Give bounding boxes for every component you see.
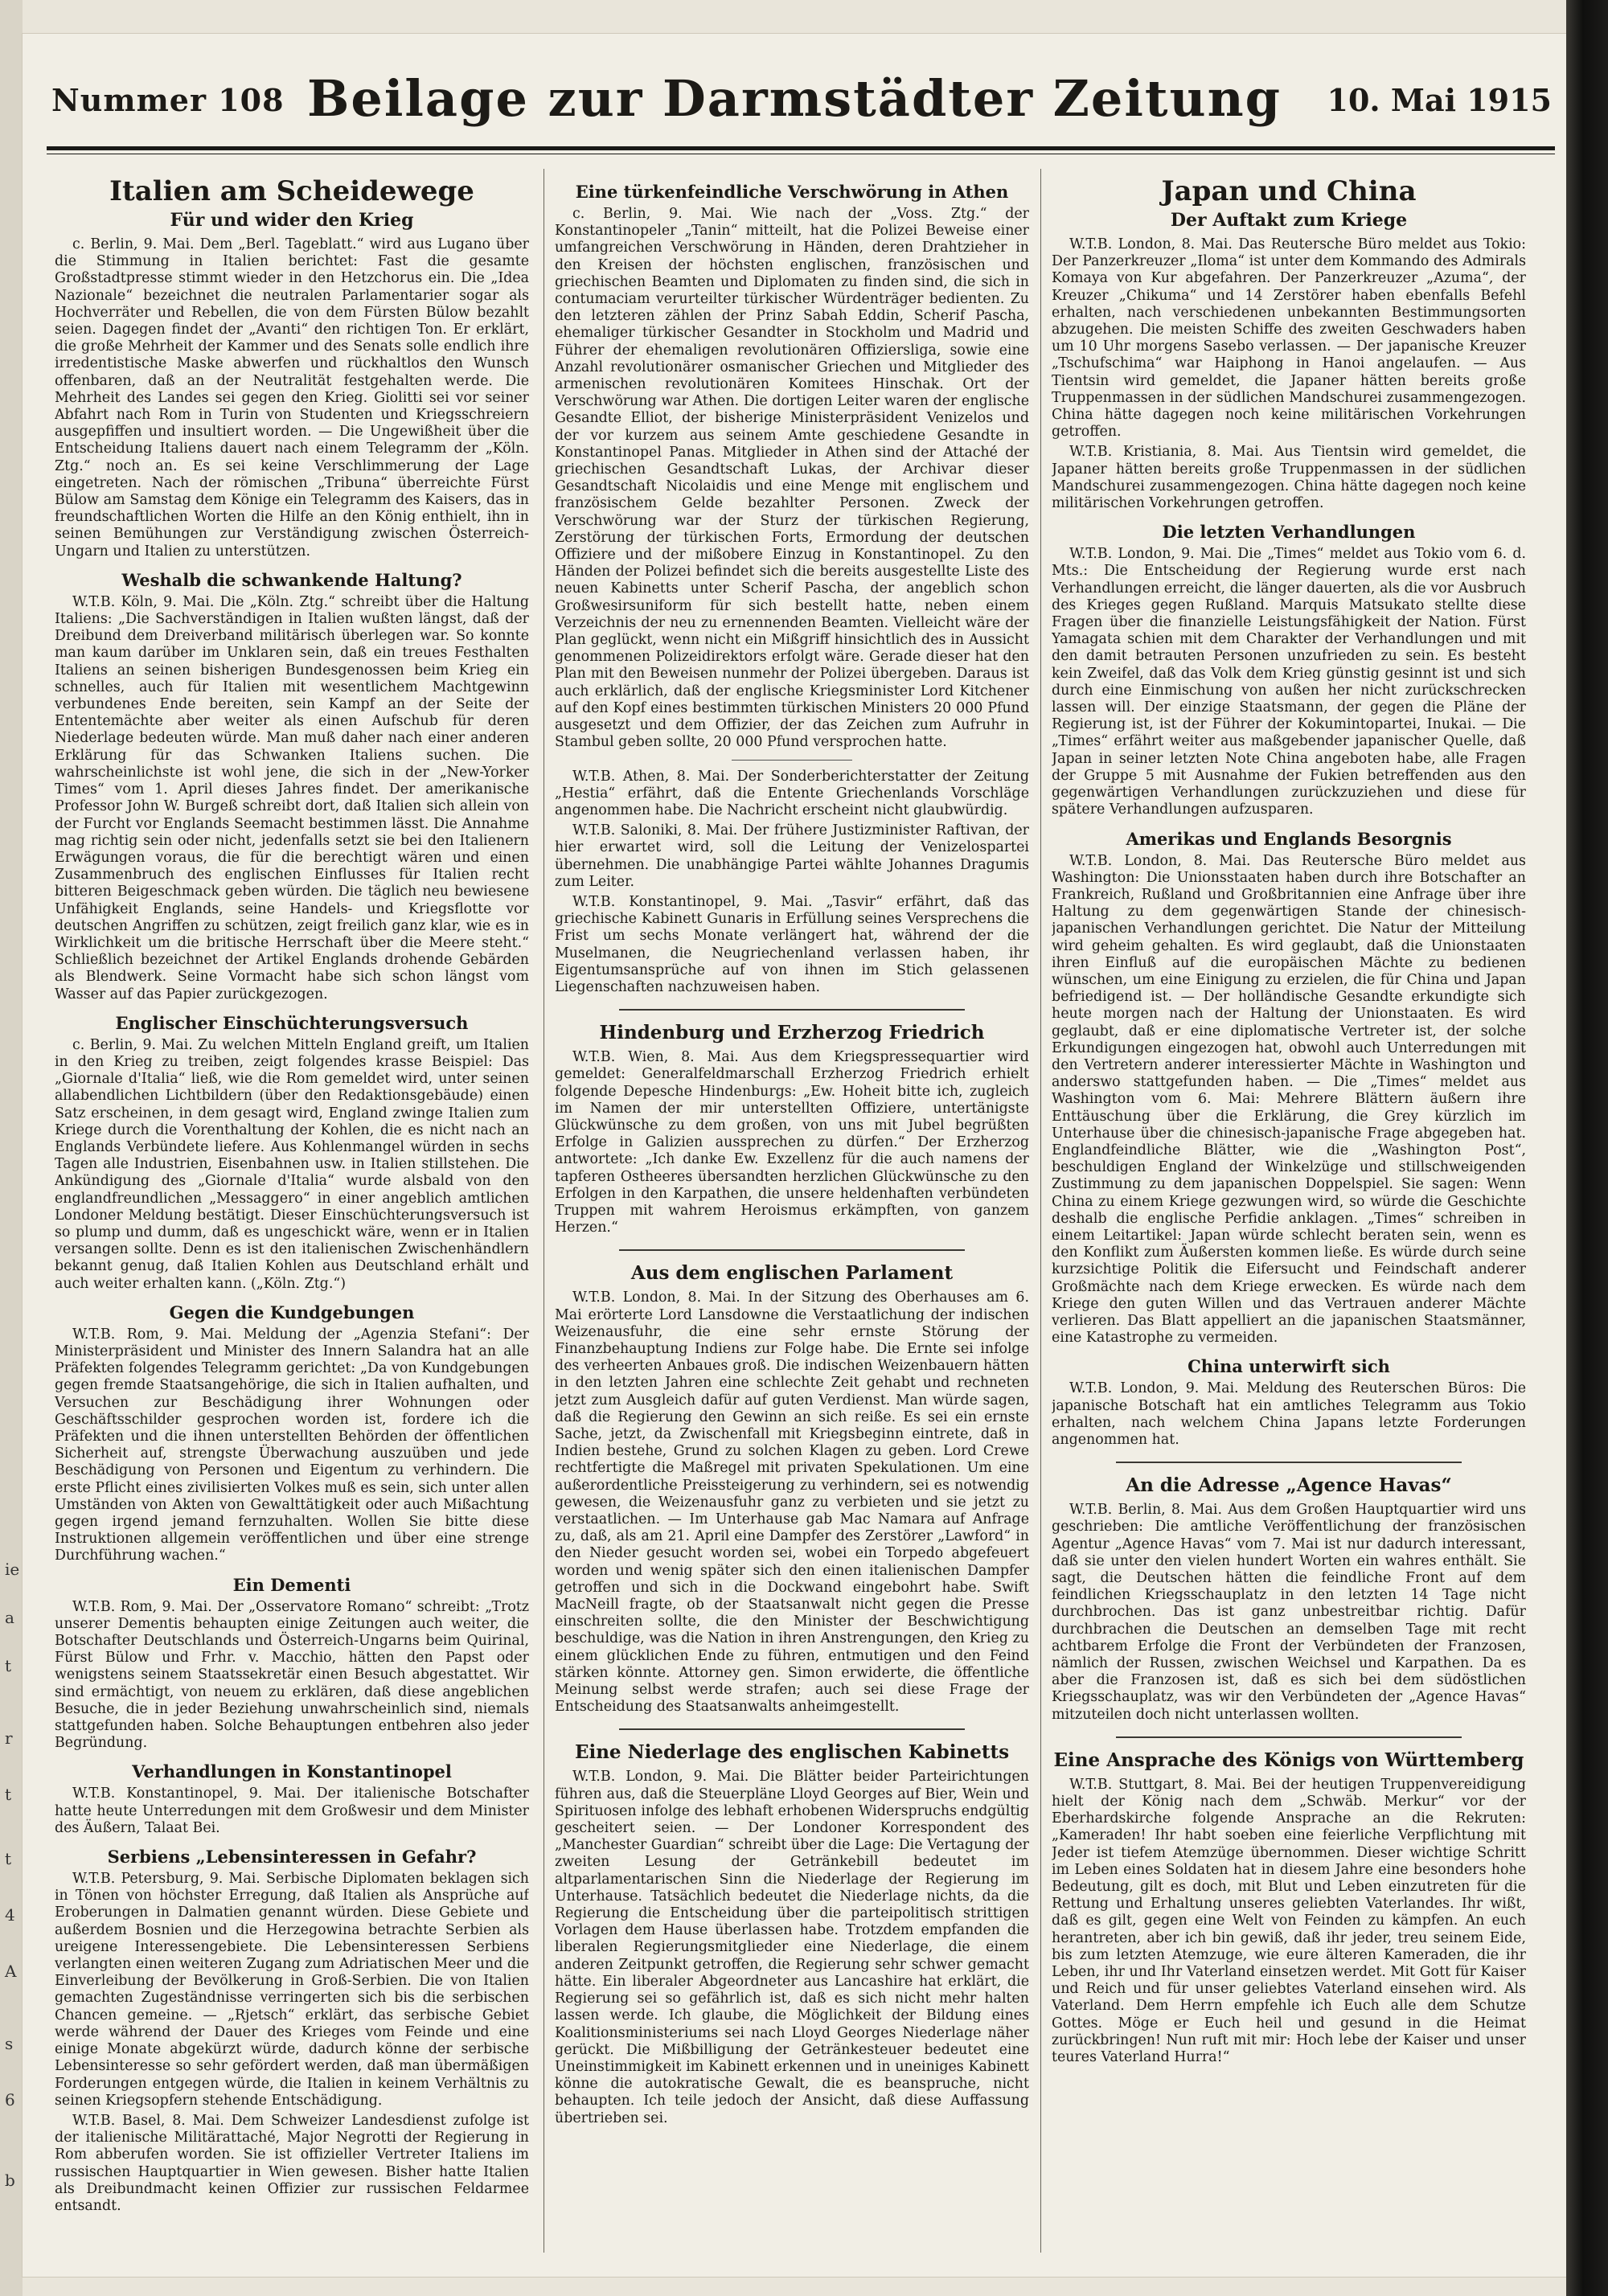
subhead-krieg: Für und wider den Krieg [170, 210, 414, 231]
section-heading: Verhandlungen in Konstantinopel [132, 1761, 452, 1782]
column-right [1052, 172, 1526, 2262]
scan-binding-edge [1566, 0, 1608, 2296]
article-paragraph: W.T.B. London, 9. Mai. Meldung des Reuterschen Büros: Die japanische Botschaft hat ein amtliches Telegramm aus Tokio erhalten, nach welchem China Japans letzte Forderungen angenommen hat. [1052, 1380, 1526, 1448]
article-paragraph: c. Berlin, 9. Mai. Dem „Berl. Tageblatt.“ wird aus Lugano über die Stimmung in Italien berichtet: Fast die gesamte Großstadtpresse stimmt wieder in den Hetzchorus ein. Die „Idea Nazionale“ bezeichnet die neutralen Parlamentarier sogar als Hochverräter und Rebellen, die von dem Fürsten Bülow bezahlt seien. Dagegen findet der „Avanti“ den richtigen Ton. Er erklärt, die große Mehrheit der Kammer und des Senats solle endlich ihre irredentistische Maske abwerfen und rückhaltlos den Wunsch offenbaren, daß an der Neutralität festgehalten werde. Die Mehrheit des Landes sei gegen den Krieg. Giolitti sei vor seiner Abfahrt nach Rom in Turin von Studenten und Kriegsschreiern ausgepfiffen und insultiert worden. — Die Ungewißheit über die Entscheidung Italiens dauert nach einem Telegramm der „Köln. Ztg.“ noch an. Es sei keine Verschlimmerung der Lage eingetreten. Nach der römischen „Tribuna“ überreichte Fürst Bülow am Samstag dem Könige ein Telegramm des Kaisers, das in freundschaftlichen Worten die Hilfe an den König enthielt, ihn in seinen Bemühungen zur Verständigung zwischen Österreich-Ungarn und Italien zu unterstützen. [55, 236, 529, 560]
issue-number: Nummer 108 [51, 82, 285, 118]
section-heading: China unterwirft sich [1188, 1356, 1390, 1377]
section-heading: Eine Ansprache des Königs von Württemberg [1053, 1749, 1524, 1771]
issue-date: 10. Mai 1915 [1327, 82, 1552, 118]
section-heading: Hindenburg und Erzherzog Friedrich [599, 1022, 985, 1044]
article-paragraph: W.T.B. Saloniki, 8. Mai. Der frühere Justizminister Raftivan, der hier erwartet wird, soll die Leitung der Venizelospartei übernehmen. Die unabhängige Partei wählte Johannes Dragumis zum Leiter. [555, 822, 1029, 890]
section-heading: Englischer Einschüchterungsversuch [115, 1012, 469, 1033]
article-paragraph: W.T.B. London, 9. Mai. Die „Times“ meldet aus Tokio vom 6. d. Mts.: Die Entscheidung der Regierung wurde erst nach Verhandlungen erreicht, die länger dauerten, als die vor Ausbruch des Krieges gegen Rußland. Marquis Matsukato stellte diese Fragen über die finanzielle Leistungsfähigkeit der Nation. Fürst Yamagata schien mit dem Charakter der Verhandlungen und mit den damit betrauten Personen unzufrieden zu sein. Es besteht kein Zweifel, daß das Volk dem Krieg günstig gesinnt ist und sich durch eine Einmischung von außen her nicht zurückschrecken lassen will. Der einzige Staatsmann, der gegen die Pläne der Regierung ist, ist der Führer der Kokumintopartei, Inukai. — Die „Times“ erfährt weiter aus maßgebender japanischer Quelle, daß Japan in seiner letzten Note China angeboten habe, alle Fragen der Gruppe 5 mit Ausnahme der Fukien betreffenden aus den gegenwärtigen Verhandlungen zurückzuziehen und diese für spätere Verhandlungen aufzusparen. [1052, 546, 1526, 818]
paper-title: Beilage zur Darmstädter Zeitung [306, 69, 1282, 128]
article-paragraph: W.T.B. London, 8. Mai. In der Sitzung des Oberhauses am 6. Mai erörterte Lord Lansdowne die Verstaatlichung der indischen Weizenausfuhr, die eine sehr ernste Störung der Finanzbehauptung Indiens zur Folge habe. Die Ernte sei infolge des verheerten Anbaues groß. Die indischen Weizenbauern hätten in den letzten Jahren eine schlechte Zeit gehabt und rechneten jetzt zum Ausgleich dafür auf guten Verdienst. Man würde sagen, daß die Regierung den Gewinn an sich reiße. Es sei ein ernste Sache, jetzt, da Zwischenfall mit Kriegsbeginn eintrete, daß in Indien bestehe, Grund zu solchen Klagen zu geben. Lord Crewe rechtfertigte die Maßregel mit privaten Spekulationen. Um eine außerordentliche Preissteigerung zu verhindern, sei es notwendig gewesen, die Weizenausfuhr ganz zu verbieten und sie jetzt zu verstaatlichen. — Im Unterhause gab Mac Namara auf Anfrage zu, daß, als am 21. April eine Dampfer des Zerstörer „Lawford“ in den Nieder gesucht worden sei, wobei ein Torpedo abgefeuert worden und wenig später sich den einen italienischen Dampfer getroffen und sich in die Dockwand eingebohrt habe. Swift MacNeill fragte, ob der Staatsanwalt nicht gegen die Presse einschreiten sollte, die den Minister der Beschwichtigung beschuldige, was die Nation in ihren Anstrengungen, den Krieg zu einem glücklichen Ende zu führen, entmutigen und den Feind stärken könnte. Attorney gen. Simon erwiderte, die öffentliche Meinung selbst werde strafen; auch sei diese Frage der Entscheidung des Staatsanwalts anheimgestellt. [555, 1289, 1029, 1716]
article-paragraph: W.T.B. Wien, 8. Mai. Aus dem Kriegspressequartier wird gemeldet: Generalfeldmarschall Erzherzog Friedrich erhielt folgende Depesche Hindenburgs: „Ew. Hoheit bitte ich, zugleich im Namen der mir unterstellten Offiziere, untertänigste Glückwünsche zu dem großen, von uns mit Jubel begrüßten Erfolge in Galizien aussprechen zu dürfen.“ Der Erzherzog antwortete: „Ich danke Ew. Exzellenz für die auch namens der tapferen Ostheeres übersandten herzlichen Glückwünsche zu den Erfolgen in den Karpathen, die unsere heldenhaften verbündeten Truppen mit wahrem Heroismus erkämpften, von ganzem Herzen.“ [555, 1049, 1029, 1236]
scan-left-edge [0, 0, 23, 2296]
column-middle [555, 172, 1029, 2262]
separator [1116, 1462, 1462, 1463]
article-paragraph: W.T.B. Athen, 8. Mai. Der Sonderberichterstatter der Zeitung „Hestia“ erfährt, daß die Entente Griechenlands Vorschläge angenommen habe. Die Nachricht erscheint nicht glaubwürdig. [555, 768, 1029, 818]
edge-mark: 4 [5, 1905, 15, 1925]
article-paragraph: W.T.B. London, 9. Mai. Die Blätter beider Parteirichtungen führen aus, daß die Steuerpläne Lloyd Georges auf Bier, Wein und Spirituosen infolge des lebhaft erhobenen Widerspruchs endgültig gescheitert seien. — Der Londoner Korrespondent des „Manchester Guardian“ schreibt über die Lage: Die Vertagung der zweiten Lesung der Getränkebill bedeutet im altparlamentarischen Sinn die Niederlage der Regierung im Unterhause. Tatsächlich bedeutet die Niederlage nichts, da die Regierung die Entscheidung über die parteipolitisch strittigen Vorlagen dem Hause überlassen habe. Trotzdem empfanden die liberalen Regierungsmitglieder eine Niederlage, die einem anderen Zeitpunkt getroffen, die Regierung sehr schwer gemacht hätte. Ein liberaler Abgeordneter aus Lancashire hat erklärt, die Regierung sei so gefährlich ist, daß es sich nicht mehr halten lassen werde. Ich glaube, die Möglichkeit der Bildung eines Koalitionsministeriums sei nach Lloyd Georges Niederlage näher gerückt. Die Mißbilligung der Getränkesteuer bedeutet eine Uneinstimmigkeit im Kabinett erkennen und in uneiniges Kabinett könne die autokratische Gewalt, die es beanspruche, nicht behaupten. Ich teile jedoch der Ansicht, daß diese Auffassung übertrieben sei. [555, 1769, 1029, 2126]
edge-mark: t [5, 1849, 12, 1868]
edge-mark: r [5, 1728, 13, 1748]
section-heading: Die letzten Verhandlungen [1162, 522, 1416, 543]
article-paragraph: W.T.B. Konstantinopel, 9. Mai. Der italienische Botschafter hatte heute Unterredungen mit dem Großwesir und dem Minister des Äußern, Talaat Bei. [55, 1786, 529, 1836]
separator [1116, 1736, 1462, 1738]
article-paragraph: W.T.B. Petersburg, 9. Mai. Serbische Diplomaten beklagen sich in Tönen von höchster Erregung, daß Italien als Ansprüche auf Eroberungen in Dalmatien genannt würden. Diese Gebiete und außerdem Bosnien und die Herzegowina betrachte Serbien als ureigene Interessengebiete. Die Lebensinteressen Serbiens verlangten einen weiteren Zugang zum Adriatischen Meer und die Einverleibung der Bevölkerung in Groß-Serbien. Die von Italien gemachten Zugeständnisse verringerten sich bis die serbischen Chancen gemeine. — „Rjetsch“ erklärt, das serbische Gebiet werde während der Dauer des Krieges vom Feinde und eine einige Monate abgekürzt würde, dadurch könne der serbische Lebensinteresse so sehr gefördert werden, daß man übermäßigen Forderungen entgegen würde, die Italien in keinem Verhältnis zu seinen Kriegsopfern stehende Entschädigung. [55, 1871, 529, 2109]
separator [619, 1728, 965, 1730]
masthead [23, 34, 1566, 154]
newspaper-page [23, 34, 1566, 2277]
section-heading: Weshalb die schwankende Haltung? [121, 569, 462, 590]
article-paragraph: W.T.B. Rom, 9. Mai. Meldung der „Agenzia Stefani“: Der Ministerpräsident und Minister des Innern Salandra hat an alle Präfekten folgendes Telegramm gerichtet: „Da von Kundgebungen gegen fremde Staatsangehörige, die sich in Italien aufhalten, und Versuchen zur Beschädigung ihrer Wohnungen oder Geschäftsschilder gesprochen worden ist, fordere ich die Präfekten und die ihnen unterstellten Behörden der öffentlichen Sicherheit auf, strengste Überwachung auszuüben und jede Beschädigung von Personen und Eigentum zu verhindern. Die erste Pflicht eines zivilisierten Volkes muß es sein, sich unter allen Umständen von Akten von Gewalttätigkeit oder auch Mißachtung gegen irgend jemand fernzuhalten. Wollen Sie bitte diese Instruktionen allgemein veröffentlichen und über eine strenge Durchführung wachen.“ [55, 1326, 529, 1564]
article-paragraph: c. Berlin, 9. Mai. Wie nach der „Voss. Ztg.“ der Konstantinopeler „Tanin“ mitteilt, hat die Polizei Beweise einer umfangreichen Verschwörung in Händen, deren Drahtzieher in den Kreisen der höchsten englischen, französischen und griechischen Beamten und Diplomaten zu finden sind, die sich in contumaciam verurteilter türkischer Würdenträger bedienten. Zu den letzteren zählen der Prinz Sabah Eddin, Scherif Pascha, ehemaliger türkischer Gesandter in Stockholm und Madrid und Führer der ehemaligen revolutionären Offiziersliga, sowie eine Anzahl revolutionärer osmanischer Griechen und Mitglieder des armenischen revolutionären Komitees Hinschak. Ort der Verschwörung war Athen. Die dortigen Leiter waren der englische Gesandte Elliot, der bisherige Ministerpräsident Venizelos und der vor kurzem aus seinem Amte geschiedene Gesandte in Konstantinopel Panas. Mitglieder in Athen sind der Attaché der griechischen Gesandtschaft Lukas, der Archivar dieser Gesandtschaft Nicolaidis und eine Menge mit englischem und französischem Gelde bezahlter Personen. Zweck der Verschwörung war der Sturz der türkischen Regierung, Zerstörung der türkischen Forts, Ermordung der deutschen Offiziere und der mißobere Einzug in Konstantinopel. Zu den Händen der Polizei befindet sich die bereits ausgestellte Liste des neuen Kabinetts unter Scherif Pascha, der angeblich schon Großwesirsuniform für sich bestellt hatte, neben einem Verzeichnis der neu zu ernennenden Beamten. Vielleicht wäre der Plan geglückt, wenn nicht ein Mißgriff hinsichtlich des in Aussicht genommenen Polizeidirektors erfolgt wäre. Gerade dieser hat den Plan mit den Beweisen nunmehr der Polizei übergeben. Daraus ist auch erklärlich, daß der englische Kriegsminister Lord Kitchener auf den Kopf eines bestimmten türkischen Ministers 20 000 Pfund ausgesetzt und dem Offizier, der das Zeichen zum Aufruhr in Stambul geben sollte, 20 000 Pfund versprochen hatte. [555, 206, 1029, 751]
headline-italien: Italien am Scheidewege [109, 175, 474, 207]
section-heading: Ein Dementi [232, 1574, 351, 1595]
article-paragraph: c. Berlin, 9. Mai. Zu welchen Mitteln England greift, um Italien in den Krieg zu treiben, zeigt folgendes krasse Beispiel: Das „Giornale d'Italia“ ließ, wie die Rom gemeldet wird, unter seinen allabendlichen Lichtbildern (über den Redaktionsgebäude) einen Satz erscheinen, in dem gesagt wird, England zwinge Italien zum Kriege durch die Vorenthaltung der Kohlen, die es nicht nach an Englands Verbündete liefere. Aus Kohlenmangel würden in sechs Tagen alle Industrien, Eisenbahnen usw. in Italien stillstehen. Die Ankündigung des „Giornale d'Italia“ wurde alsbald von den englandfreundlichen „Messaggero“ in einer angeblich amtlichen Londoner Meldung bestätigt. Dieser Einschüchterungsversuch ist so plump und dumm, daß es ungeschickt wäre, wenn er in Italien versangen sollte. Denn es ist den italienischen Zwischenhändlern bekannt genug, daß Italien Kohlen aus Deutschland erhält und auch weiter erhalten kann. („Köln. Ztg.“) [55, 1036, 529, 1292]
article-paragraph: W.T.B. Basel, 8. Mai. Dem Schweizer Landesdienst zufolge ist der italienische Militärattaché, Major Negrotti der Regierung in Rom abberufen worden. Sie ist offizieller Vertreter Italiens im russischen Hauptquartier in Wien gewesen. Bisher hatte Italien als Dreibundmacht keinen Offizier zur russischen Feldarmee entsandt. [55, 2112, 529, 2214]
edge-mark: t [5, 1656, 12, 1675]
edge-mark: s [5, 2034, 14, 2053]
section-heading: Amerikas und Englands Besorgnis [1126, 828, 1452, 849]
article-paragraph: W.T.B. London, 8. Mai. Das Reutersche Büro meldet aus Tokio: Der Panzerkreuzer „Iloma“ ist unter dem Kommando des Admirals Komaya von Kur abgefahren. Der Panzerkreuzer „Azuma“, der Kreuzer „Chikuma“ und 14 Zerstörer haben ebenfalls Befehl erhalten, nach verschiedenen unbekannten Bestimmungsorten abzugehen. Die meisten Schiffe des zweiten Geschwaders haben um 10 Uhr morgens Sasebo verlassen. — Der japanische Kreuzer „Tschufschima“ war Haiphong in Hanoi angelaufen. — Aus Tientsin wird gemeldet, die Japaner hätten bereits große Truppenmassen in der südlichen Mandschurei zusammengezogen. China hätte dagegen noch keine militärischen Vorkehrungen getroffen. [1052, 236, 1526, 441]
article-paragraph: W.T.B. Berlin, 8. Mai. Aus dem Großen Hauptquartier wird uns geschrieben: Die amtliche Veröffentlichung der französischen Agentur „Agence Havas“ vom 7. Mai ist nur dadurch interessant, daß sie unter den vielen hundert Worten ein wahres enthält. Sie sagt, die Deutschen hätten die feindliche Front auf dem feindlichen Kriegsschauplatz in den letzten 14 Tage nicht durchbrochen. Das ist ganz unbestreitbar richtig. Dafür durchbrachen die Deutschen an demselben Tage mit recht achtbarem Erfolge die Front der Verbündeten der Franzosen, nämlich der Russen, zwischen Weichsel und Karpathen. Da es aber die Franzosen ist, daß es sich bei dem südöstlichen Kriegsschauplatz, was wir den Verbündeten der „Agence Havas“ mitzuteilen doch nicht unterlassen wollten. [1052, 1502, 1526, 1723]
section-heading: Eine türkenfeindliche Verschwörung in Athen [575, 182, 1009, 202]
masthead-rule [47, 146, 1555, 150]
edge-mark: 6 [5, 2090, 15, 2109]
edge-mark: t [5, 1785, 12, 1804]
separator [732, 760, 852, 761]
separator [619, 1009, 965, 1011]
separator [619, 1249, 965, 1251]
edge-mark: a [5, 1608, 14, 1627]
section-heading: Eine Niederlage des englischen Kabinetts [574, 1741, 1010, 1764]
section-heading: Aus dem englischen Parlament [630, 1262, 954, 1285]
column-left [55, 172, 529, 2262]
section-heading: Serbiens „Lebensinteressen in Gefahr? [107, 1847, 477, 1868]
article-paragraph: W.T.B. Rom, 9. Mai. Der „Osservatore Romano“ schreibt: „Trotz unserer Dementis behaupten einige Zeitungen auch weiter, die Botschafter Deutschlands und Österreich-Ungarns beim Quirinal, Fürst Bülow und Frhr. v. Macchio, hätten den Papst oder wenigstens seinem Staatssekretär einen Besuch abgestattet. Wir sind ermächtigt, von neuem zu erklären, daß diese angeblichen Besuche, die in jeder Beziehung unwahrscheinlich sind, niemals stattgefunden haben. Solche Behauptungen entbehren also jeder Begründung. [55, 1598, 529, 1752]
edge-mark: A [5, 1962, 17, 1981]
column-divider [1040, 169, 1041, 2253]
edge-mark: ie [5, 1560, 20, 1579]
section-heading: Gegen die Kundgebungen [169, 1302, 415, 1322]
section-heading: An die Adresse „Agence Havas“ [1126, 1474, 1452, 1497]
subhead-auftakt: Der Auftakt zum Kriege [1170, 210, 1408, 231]
article-paragraph: W.T.B. Stuttgart, 8. Mai. Bei der heutigen Truppenvereidigung hielt der König nach dem „Schwäb. Merkur“ vor der Eberhardskirche folgende Ansprache an die Rekruten: „Kameraden! Ihr habt soeben eine feierliche Verpflichtung mit Jeder ist tiefem Atemzüge übernommen. Dieser wichtige Schritt im Leben eines Soldaten hat in diesem Jahre eine besonders hohe Bedeutung, gilt es doch, mit Blut und Leben einzutreten für die Rettung und Erhaltung unseres geliebten Vaterlandes. Ihr wißt, daß es gilt, gegen eine Welt von Feinden zu kämpfen. An euch herantreten, aber ich bin gewiß, daß ihr jeder, treu seinem Eide, bis zum letzten Atemzuge, wie eure älteren Kameraden, die ihr Leben, ihr und Ihr Vaterland einsetzen werdet. Mit Gott für Kaiser und Reich und für unser geliebtes Vaterland einsehen wird. Als Vaterland. Dem Herrn empfehle ich Euch alle dem Schutze Gottes. Möge er Euch heil und gesund in die Heimat zurückbringen! Nun ruft mit mir: Hoch lebe der Kaiser und unser teures Vaterland Hurra!“ [1052, 1776, 1526, 2066]
article-paragraph: W.T.B. Konstantinopel, 9. Mai. „Tasvir“ erfährt, daß das griechische Kabinett Gunaris in Erfüllung seines Versprechens die Frist um sechs Monate verlängert hat, während der die Muselmanen, die Neugriechenland verlassen haben, ihr Eigentumsansprüche auf von ihnen im Stich gelassenen Liegenschaften nachzuweisen haben. [555, 893, 1029, 995]
article-paragraph: W.T.B. Köln, 9. Mai. Die „Köln. Ztg.“ schreibt über die Haltung Italiens: „Die Sachverständigen in Italien wußten längst, daß der Dreibund dem Dreiverband militärisch überlegen war. So konnte man kaum darüber im Unklaren sein, daß ein treues Festhalten Italiens an seinen bisherigen Bundesgenossen beim Krieg ein schnelles, auch für Italien mit wesentlichem Machtgewinn verbundenes Ende bereiten, sein Kampf an der Seite der Ententemächte aber weiter als einen Aufschub für deren Niederlage bedeuten würde. Man muß daher nach einer anderen Erklärung für das Schwanken Italiens suchen. Die wahrscheinlichste ist wohl jene, die sich in der „New-Yorker Times“ vom 1. April dieses Jahres findet. Der amerikanische Professor John W. Burgeß schreibt dort, daß Italien sich allein von der Furcht vor Englands Seemacht bestimmen lässt. Die Annahme mag richtig sein oder nicht, jedenfalls setzt sie bei den Italienern Erwägungen voraus, die für die berechtigt wären und einen Zusammenbruch des englischen Einflusses für Italien recht bitteren Beigeschmack geben würden. Die täglich neu bewiesene Unfähigkeit Englands, seine Handels- und Kriegsflotte vor deutschen Angriffen zu schützen, zeigt freilich ganz klar, wie es in Wirklichkeit um die britische Herrschaft über die Meere steht.“ Schließlich bezeichnet der Artikel Englands drohende Gebärden als Blendwerk. Seine Vormacht habe sich schon längst vom Wasser auf das Papier zurückgezogen. [55, 593, 529, 1002]
headline-japan-china: Japan und China [1161, 175, 1417, 207]
edge-mark: b [5, 2171, 15, 2190]
article-paragraph: W.T.B. London, 8. Mai. Das Reutersche Büro meldet aus Washington: Die Unionsstaaten haben durch ihre Botschafter an Frankreich, Rußland und Großbritannien eine Anfrage über ihre Haltung zu dem gegenwärtigen Stande der chinesisch-japanischen Verhandlungen gerichtet. Die Natur der Mitteilung wird geheim gehalten. Es wird geglaubt, daß die Unionstaaten ihren Einfluß auf die europäischen Mächte zu bedienen wünschen, um eine Einigung zu erzielen, die für China und Japan befriedigend ist. — Der holländische Gesandte erkundigte sich heute morgen nach der Haltung der Unionstaaten. Es wird geglaubt, daß er eine diplomatische Vertreter ist, der solche Erkundigungen eingezogen hat, obwohl auch Unterredungen mit den Vertretern anderer interessierter Mächte in Washington und anderswo stattgefunden haben. — Die „Times“ meldet aus Washington vom 6. Mai: Mehrere Blättern äußern ihre Enttäuschung über die Erklärung, die Grey kürzlich im Unterhause über die chinesisch-japanische Frage abgegeben hat. Englandfeindliche Blätter, wie die „Washington Post“, beschuldigen England der Winkelzüge und stillschweigenden Zustimmung zu dem japanischen Doppelspiel. Sie sagen: Wenn China zu einem Kriege gezwungen wird, so würde die Geschichte deshalb die englische Perfidie anklagen. „Times“ schreiben in einem Leitartikel: Japan würde schlecht beraten sein, wenn es den Konflikt zum Äußersten kommen ließe. Es würde durch seine kurzsichtige Politik die Eifersucht und Feindschaft anderer Großmächte nach dem Kriege erwecken. Es würde nach dem Kriege den guten Willen und das Vertrauen anderer Mächte verlieren. Das Blatt appelliert an die japanischen Staatsmänner, eine Katastrophe zu vermeiden. [1052, 852, 1526, 1347]
article-paragraph: W.T.B. Kristiania, 8. Mai. Aus Tientsin wird gemeldet, die Japaner hätten bereits große Truppenmassen in der südlichen Mandschurei zusammengezogen. China hätte dagegen noch keine militärischen Vorkehrungen getroffen. [1052, 444, 1526, 512]
